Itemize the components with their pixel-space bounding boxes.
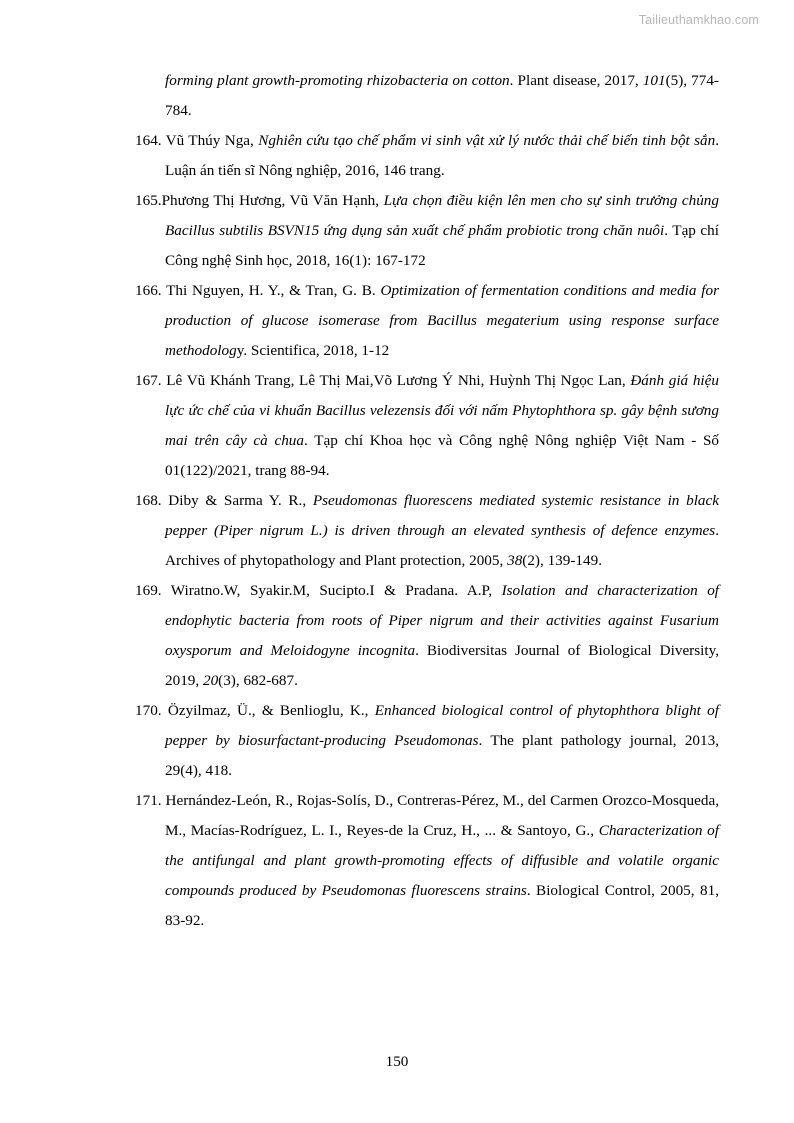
reference-plain-text: Diby & Sarma Y. R.,: [161, 492, 313, 509]
reference-plain-text: . Biological Control, 2005, 81, 83-92.: [165, 882, 719, 929]
site-watermark: Tailieuthamkhao.com: [638, 13, 759, 27]
page-number: 150: [385, 1053, 409, 1070]
reference-plain-text: . Luận án tiến sĩ Nông nghiệp, 2016, 146 trang.: [165, 132, 720, 179]
reference-title-text: Isolation and characterization of endophytic bacteria from roots of Piper nigrum and their activities against Fusarium oxysporum and Meloidogyne incognita: [165, 582, 720, 659]
reference-title-text: Pseudomonas fluorescens mediated systemic resistance in black pepper (Piper nigrum L.) is driven through an elevated synthesis of defence enzymes: [165, 492, 719, 539]
reference-number: 170.: [135, 702, 162, 719]
reference-entry: [135, 576, 719, 696]
reference-plain-text: (3), 682-687.: [218, 672, 298, 689]
reference-entry: [135, 66, 719, 126]
reference-number: 166.: [135, 282, 162, 299]
reference-number: 167.: [135, 372, 162, 389]
reference-title-text: Nghiên cứu tạo chế phẩm vi sinh vật xử lý nước thải chế biến tinh bột sắn: [258, 132, 716, 149]
reference-number: 169.: [135, 582, 162, 599]
reference-entry: [135, 366, 719, 486]
reference-plain-text: Phương Thị Hương, Vũ Văn Hạnh,: [161, 192, 384, 209]
reference-entry: [135, 486, 719, 576]
reference-title-text: 38: [507, 552, 523, 569]
reference-plain-text: . Plant disease, 2017,: [509, 72, 643, 89]
reference-plain-text: Lê Vũ Khánh Trang, Lê Thị Mai,Võ Lương Ý Nhi, Huỳnh Thị Ngọc Lan,: [161, 372, 631, 389]
reference-number: 168.: [135, 492, 162, 509]
reference-title-text: 101: [642, 72, 666, 89]
reference-title-text: Enhanced biological control of phytophthora blight of pepper by biosurfactant-producing Pseudomonas: [165, 702, 719, 749]
reference-entry: [135, 696, 719, 786]
reference-title-text: Optimization of fermentation conditions and media for production of glucose isomerase from Bacillus megaterium using response surface methodolog: [165, 282, 719, 359]
reference-plain-text: Thi Nguyen, H. Y., & Tran, G. B.: [161, 282, 381, 299]
reference-number: 171.: [135, 792, 162, 809]
reference-plain-text: Hernández-León, R., Rojas-Solís, D., Contreras-Pérez, M., del Carmen Orozco-Mosqueda, M., Macías-Rodríguez, L. I., Reyes-de la Cruz, H., ... & Santoyo, G.,: [161, 792, 719, 839]
reference-plain-text: Vũ Thúy Nga,: [161, 132, 259, 149]
reference-plain-text: Özyilmaz, Ü., & Benlioglu, K.,: [161, 702, 375, 719]
reference-plain-text: . The plant pathology journal, 2013, 29(4), 418.: [165, 732, 719, 779]
reference-list: [135, 66, 719, 936]
reference-plain-text: y. Scientifica, 2018, 1-12: [236, 342, 390, 359]
reference-number: 164.: [135, 132, 162, 149]
reference-plain-text: Wiratno.W, Syakir.M, Sucipto.I & Pradana. A.P,: [161, 582, 502, 599]
reference-entry: [135, 186, 719, 276]
reference-entry: [135, 126, 719, 186]
reference-entry: [135, 786, 719, 936]
reference-entry: [135, 276, 719, 366]
reference-number: 165.: [135, 192, 162, 209]
reference-title-text: 20: [202, 672, 219, 689]
reference-plain-text: . Archives of phytopathology and Plant protection, 2005,: [165, 522, 719, 569]
reference-plain-text: . Biodiversitas Journal of Biological Diversity, 2019,: [165, 642, 719, 689]
reference-title-text: Characterization of the antifungal and plant growth-promoting effects of diffusible and volatile organic compounds produced by Pseudomonas fluorescens strains: [165, 822, 719, 899]
reference-plain-text: . Tạp chí Khoa học và Công nghệ Nông nghiệp Việt Nam - Số 01(122)/2021, trang 88-94.: [165, 432, 719, 479]
reference-title-text: forming plant growth-promoting rhizobacteria on cotton: [165, 72, 510, 89]
reference-plain-text: (5), 774-784.: [165, 72, 719, 119]
reference-plain-text: (2), 139-149.: [522, 552, 603, 569]
reference-title-text: Đánh giá hiệu lực ức chế của vi khuẩn Bacillus velezensis đối với nấm Phytophthora sp. gây bệnh sương mai trên cây cà chua: [165, 372, 719, 449]
reference-title-text: Lựa chọn điều kiện lên men cho sự sinh trưởng chủng Bacillus subtilis BSVN15 ứng dụng sản xuất chế phẩm probiotic trong chăn nuôi: [165, 192, 719, 239]
reference-plain-text: . Tạp chí Công nghệ Sinh học, 2018, 16(1): 167-172: [165, 222, 719, 269]
